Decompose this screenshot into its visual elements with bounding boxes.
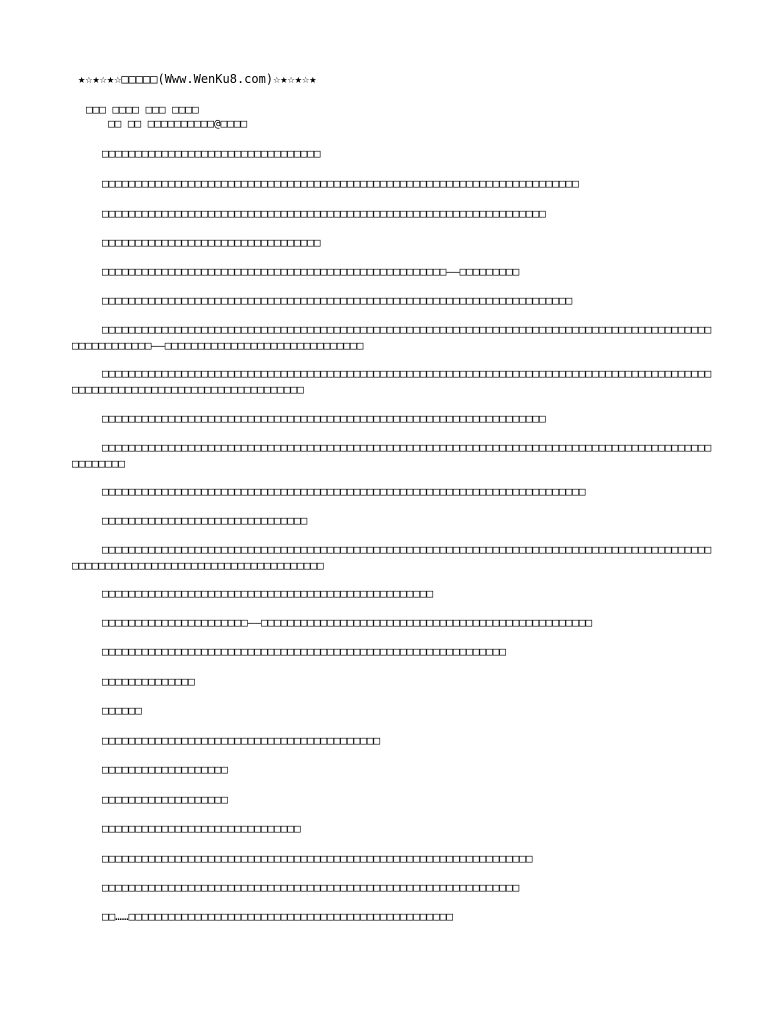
paragraph: □□□□□□□□□□□□□□□□□□□□□□——□□□□□□□□□□□□□□□□□□□□□□□□□□□□□□□□□□□□□□□□□□□□□□□□□□: [102, 616, 593, 629]
page-header-title: ★☆★☆★☆□□□□□(Www.WenKu8.com)☆★☆★☆★: [78, 72, 317, 86]
paragraph: □□□□□□□□□□□□□□□□□□□: [102, 763, 228, 776]
paragraph: □□□□□□□□□□□□□□□□□□□□□□□□□□□□□□□□□□□□□□□□□□□□□□□□□□□□——□□□□□□□□□: [102, 265, 520, 278]
paragraph: □□□□□□□□□□□□□□□□□□□□□□□□□□□□□□□□□□□□□□□□□□□□□□□□□□□□□□□□□□□□□: [102, 645, 506, 658]
paragraph: □□□□□□□□□□□□□□□□□□□□□□□□□□□□□□□□□□□□□□□□□□□□□□□□□□□□□□□□□□□□□□□□□□□□□□□□□□□□□□□□□□□□□□□□□□□□□□□□□□□□□□□□□□□□□□□□□□□□□□□□□□□□□□□: [72, 367, 712, 396]
byline-line-2: □□ □□ □□□□□□□□□□@□□□□: [108, 117, 248, 130]
paragraph: □□□□□□□□□□□□□□□□□□□□□□□□□□□□□□□□□□□□□□□□□□□□□□□□□□□□□□□□□□□□□□□□□□□□□□□□□□□□□□□□□□□□□□□□□□□□□□□□□□□□: [72, 441, 712, 470]
paragraph: □□□□□□□□□□□□□□□□□□□□□□□□□□□□□□□□□□□□□□□□□□□□□□□□□□□□□□□□□□□□□□□□□□□: [102, 412, 546, 425]
paragraph: □□□□□□□□□□□□□□□□□□□□□□□□□□□□□□□□□: [102, 147, 321, 160]
paragraph: □□□□□□□□□□□□□□□□□□□□□□□□□□□□□□□□□□□□□□□□□□□□□□□□□□□□□□□□□□□□□□□□□□□□□□□□: [102, 177, 579, 190]
paragraph: □□□□□□□□□□□□□□□□□□□□□□□□□□□□□□□□□□□□□□□□□□□□□□□□□□□□□□□□□□□□□□□□□□□□□□□□□□□□□□□□□□□□□□□□□□□□□□□□□□□□□□□□□□□□□□□□□□□□□□□□□□□□□□□□□□: [72, 543, 712, 572]
paragraph: □□□□□□□□□□□□□□□□□□□□□□□□□□□□□□□□□: [102, 236, 321, 249]
paragraph: □□□□□□□□□□□□□□□□□□□□□□□□□□□□□□□□□□□□□□□□□□□□□□□□□□□□□□□□□□□□□□□□□: [102, 852, 533, 865]
byline-line-1: □□□ □□□□ □□□ □□□□: [86, 103, 199, 116]
paragraph: □□□□□□□□□□□□□□□□□□□□□□□□□□□□□□□□□□□□□□□□□□□□□□□□□□□□□□□□□□□□□□□□□□□: [102, 207, 546, 220]
paragraph: □□□□□□□□□□□□□□□□□□□□□□□□□□□□□□□□□□□□□□□□□□□□□□□□□□□□□□□□□□□□□□□: [102, 881, 520, 894]
paragraph: □□□□□□□□□□□□□□□□□□□□□□□□□□□□□□□□□□□□□□□□□□□□□□□□□□: [102, 587, 434, 600]
paragraph: □□□□□□□□□□□□□□□□□□□□□□□□□□□□□□□□□□□□□□□□□□□□□□□□□□□□□□□□□□□□□□□□□□□□□□□□□□□□□□□□□□□□□□□□□□□□□□□□□□□□□□□□——□□□□□□□□□□□□□□□□□□□□□□□□□□□□□□: [72, 323, 712, 352]
paragraph: □□□□□□□□□□□□□□□□□□□: [102, 793, 228, 806]
paragraph: □□……□□□□□□□□□□□□□□□□□□□□□□□□□□□□□□□□□□□□□□□□□□□□□□□□□: [102, 910, 453, 923]
paragraph: □□□□□□□□□□□□□□□□□□□□□□□□□□□□□□: [102, 822, 301, 835]
paragraph: □□□□□□□□□□□□□□□□□□□□□□□□□□□□□□□□□□□□□□□□□□□□□□□□□□□□□□□□□□□□□□□□□□□□□□□□□: [102, 485, 586, 498]
paragraph: □□□□□□□□□□□□□□□□□□□□□□□□□□□□□□□□□□□□□□□□□□: [102, 734, 381, 747]
paragraph: □□□□□□: [102, 704, 142, 717]
paragraph: □□□□□□□□□□□□□□□□□□□□□□□□□□□□□□□: [102, 514, 308, 527]
paragraph: □□□□□□□□□□□□□□□□□□□□□□□□□□□□□□□□□□□□□□□□□□□□□□□□□□□□□□□□□□□□□□□□□□□□□□□: [102, 294, 573, 307]
paragraph: □□□□□□□□□□□□□□: [102, 675, 195, 688]
